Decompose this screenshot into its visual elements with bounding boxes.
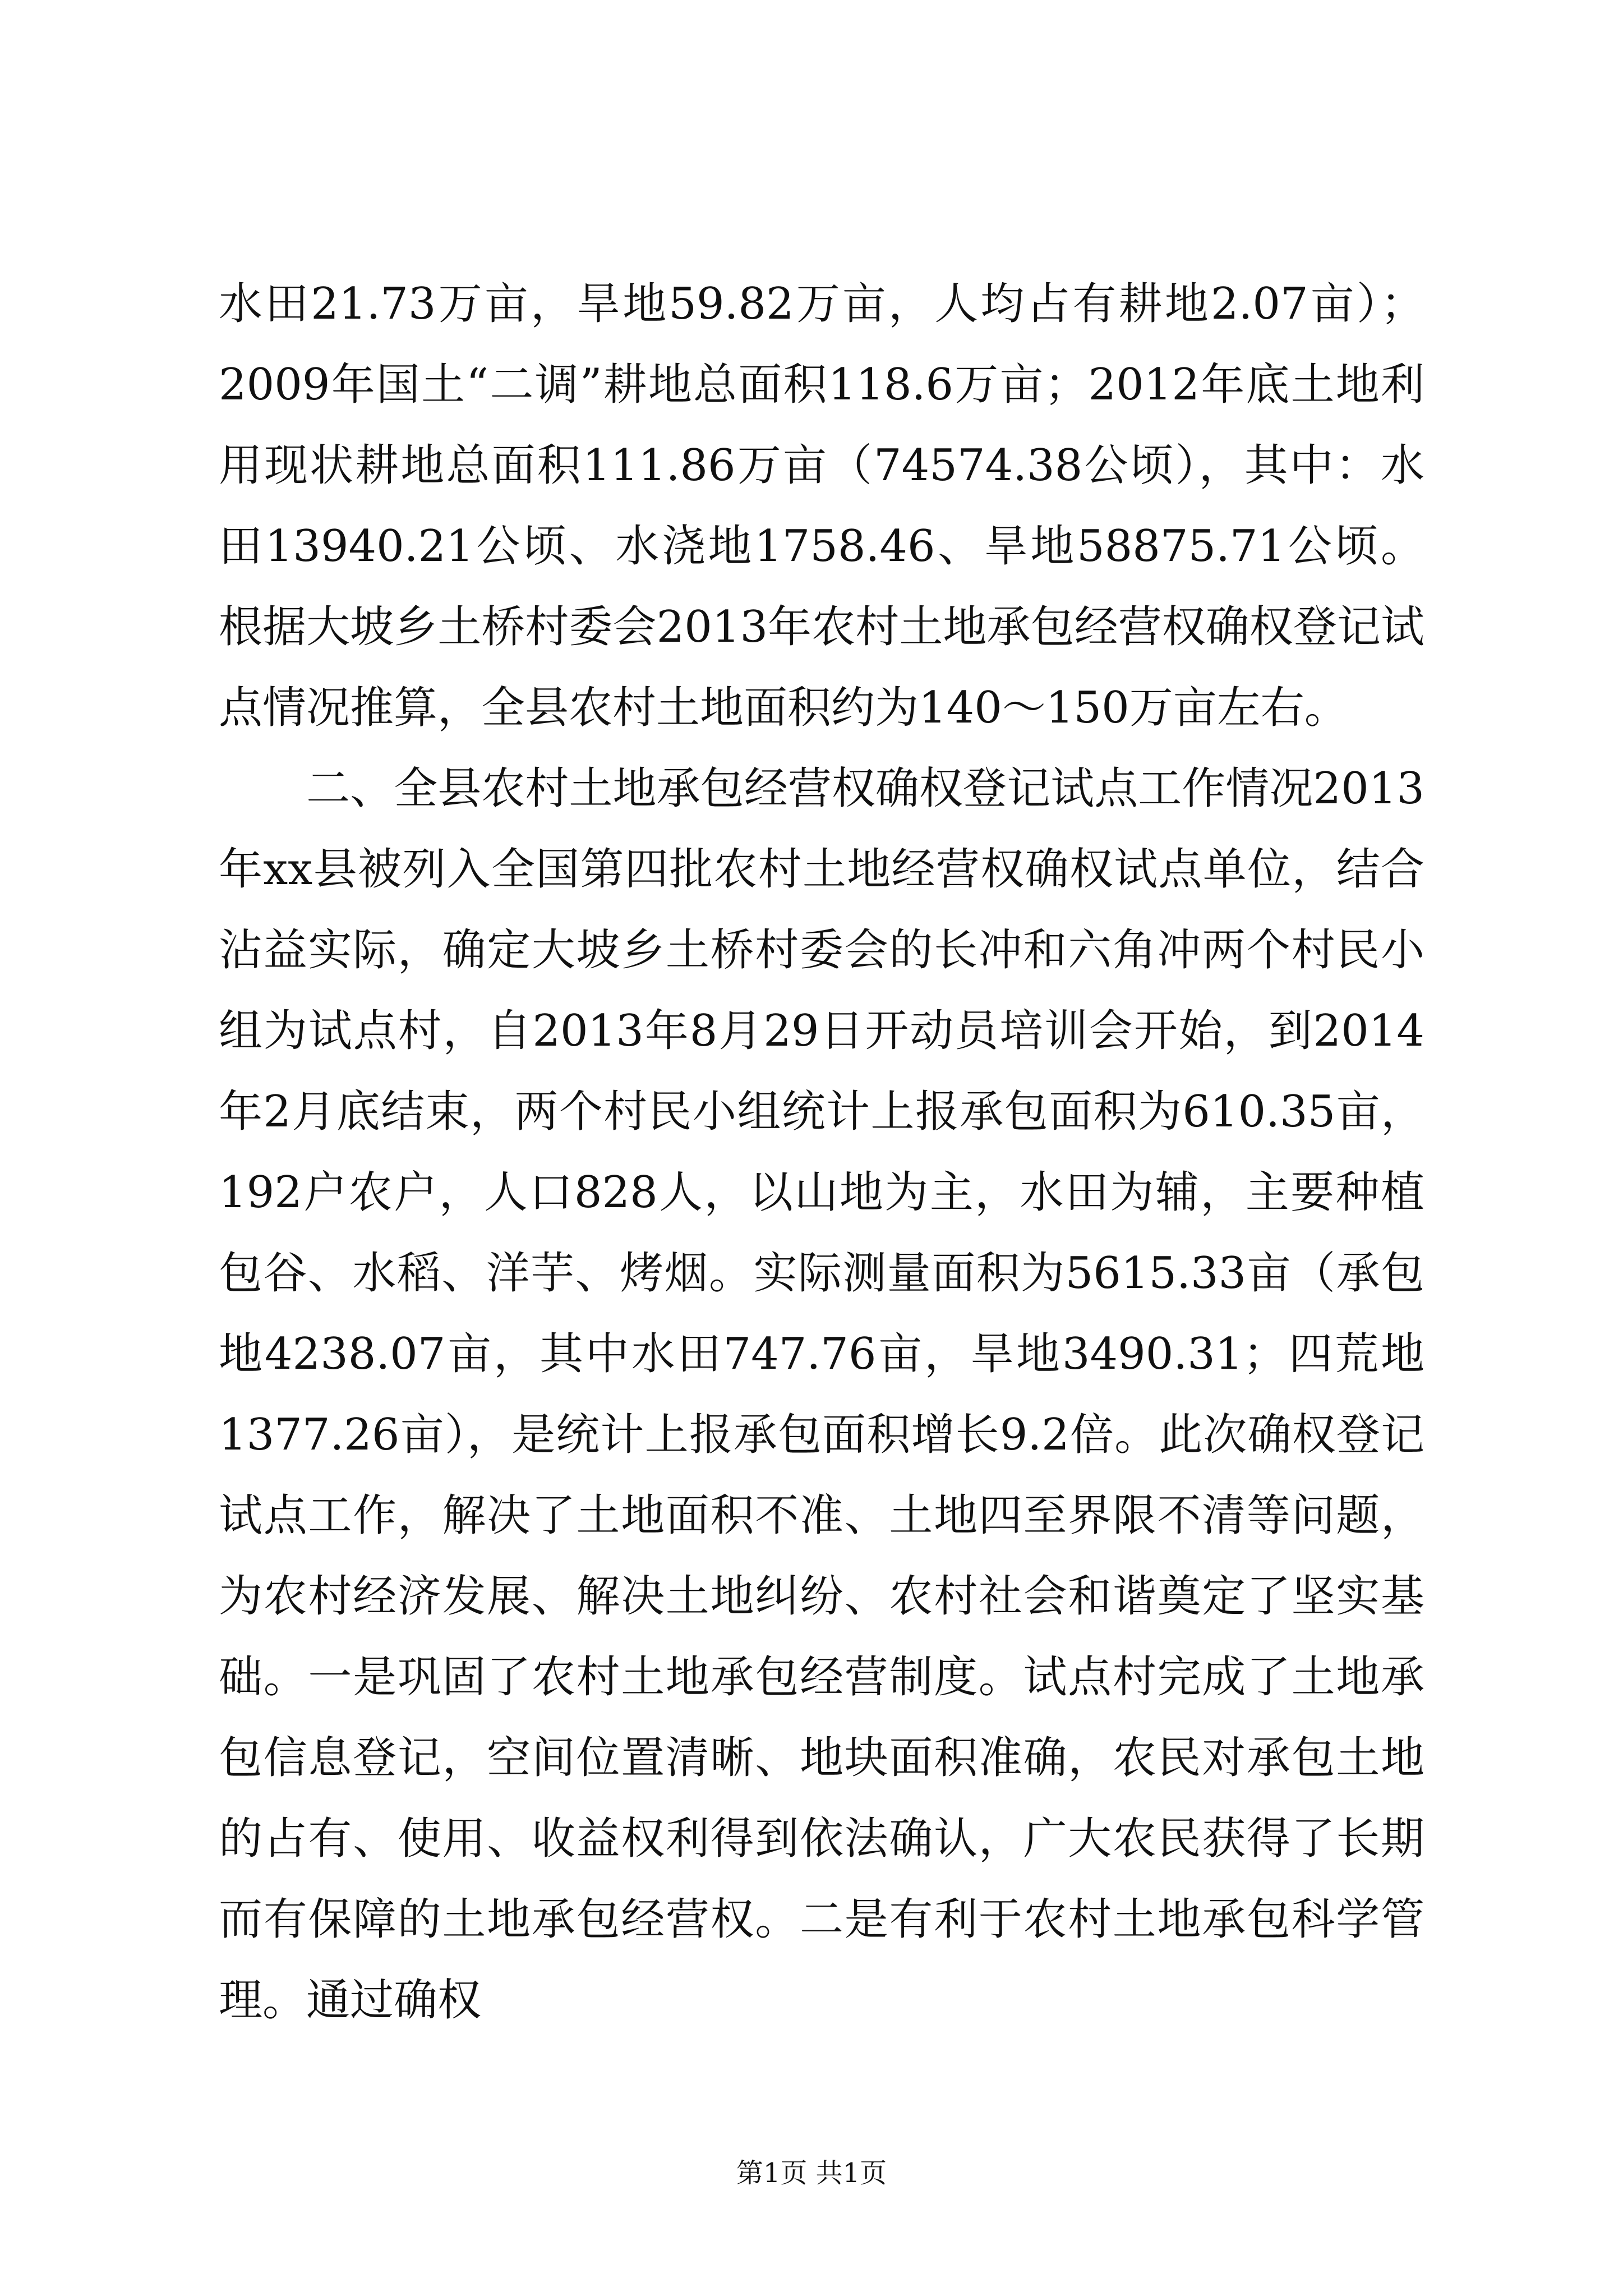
- paragraph-2: 二、全县农村土地承包经营权确权登记试点工作情况2013年xx县被列入全国第四批农村土地经营权确权试点单位，结合沾益实际，确定大坡乡土桥村委会的长冲和六角冲两个村民小组为试点村，自2013年8月29日开动员培训会开始，到2014年2月底结束，两个村民小组统计上报承包面积为610.35亩，192户农户，人口828人，以山地为主，水田为辅，主要种植包谷、水稻、洋芋、烤烟。实际测量面积为5615.33亩（承包地4238.07亩，其中水田747.76亩，旱地3490.31；四荒地1377.26亩），是统计上报承包面积增长9.2倍。此次确权登记试点工作，解决了土地面积不准、土地四至界限不清等问题，为农村经济发展、解决土地纠纷、农村社会和谐奠定了坚实基础。一是巩固了农村土地承包经营制度。试点村完成了土地承包信息登记，空间位置清晰、地块面积准确，农民对承包土地的占有、使用、收益权利得到依法确认，广大农民获得了长期而有保障的土地承包经营权。二是有利于农村土地承包科学管理。通过确权: [219, 763, 1424, 2026]
- page-footer: 第1页 共1页: [736, 2157, 887, 2189]
- document-body: [219, 264, 1424, 2041]
- paragraph-1: 水田21.73万亩，旱地59.82万亩，人均占有耕地2.07亩）；2009年国土“二调”耕地总面积118.6万亩；2012年底土地利用现状耕地总面积111.86万亩（74574.38公顷），其中：水田13940.21公顷、水浇地1758.46、旱地58875.71公顷。根据大坡乡土桥村委会2013年农村土地承包经营权确权登记试点情况推算，全县农村土地面积约为140～150万亩左右。: [219, 279, 1424, 733]
